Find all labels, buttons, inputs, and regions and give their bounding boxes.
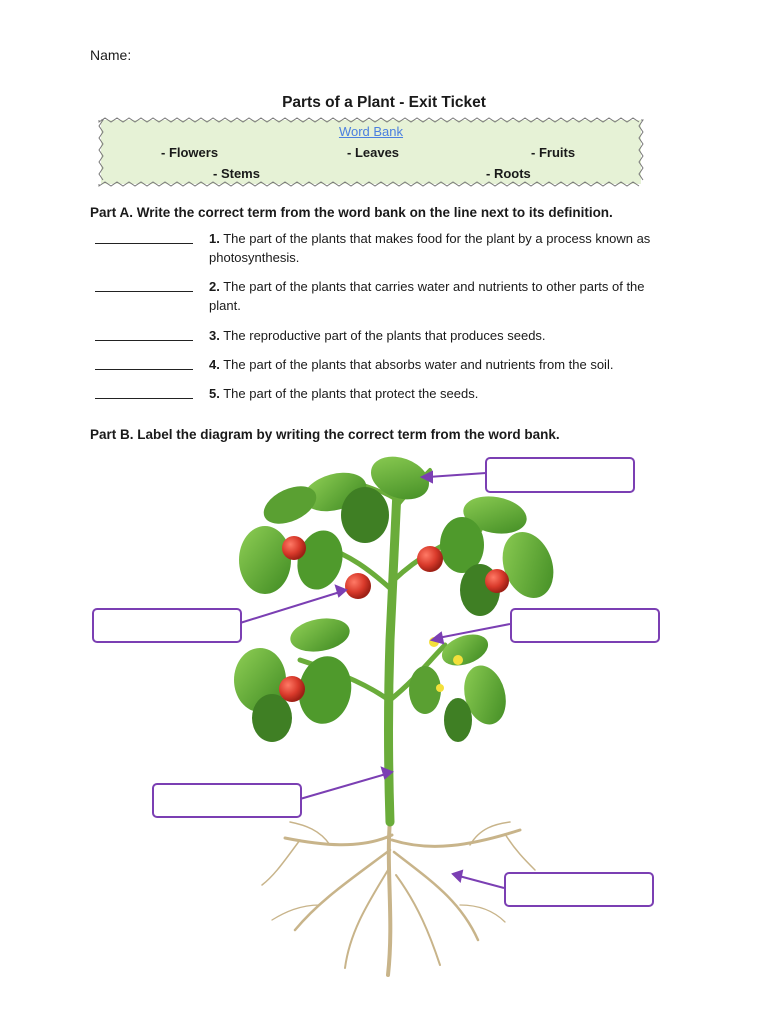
word-leaves: - Leaves: [347, 145, 400, 160]
question-3-number: 3.: [209, 328, 220, 343]
word-stems: - Stems: [213, 166, 260, 181]
plant-roots: [262, 820, 535, 975]
label-box-leaves[interactable]: [485, 457, 635, 493]
word-flowers: - Flowers: [161, 145, 219, 160]
name-label: Name:: [90, 47, 132, 63]
part-b-heading: Part B. Label the diagram by writing the correct term from the word bank.: [90, 427, 560, 442]
word-fruits: - Fruits: [531, 145, 576, 160]
question-5-text: The part of the plants that protect the seeds.: [223, 386, 479, 401]
question-1-number: 1.: [209, 231, 220, 246]
question-4-text: The part of the plants that absorbs water and nutrients from the soil.: [223, 357, 614, 372]
word-roots: - Roots: [486, 166, 531, 181]
label-box-flowers[interactable]: [510, 608, 660, 643]
label-box-stem[interactable]: [152, 783, 302, 818]
question-2-text: The part of the plants that carries water and nutrients to other parts of the plant.: [209, 279, 645, 313]
page-title: Parts of a Plant - Exit Ticket: [282, 94, 486, 111]
question-3-text: The reproductive part of the plants that produces seeds.: [223, 328, 546, 343]
question-2-number: 2.: [209, 279, 220, 294]
question-4-number: 4.: [209, 357, 220, 372]
question-1-text: The part of the plants that makes food for the plant by a process known as photosynthesis.: [209, 231, 651, 265]
part-a-heading: Part A. Write the correct term from the word bank on the line next to its definition.: [90, 205, 613, 220]
label-box-fruits[interactable]: [92, 608, 242, 643]
word-bank-title: Word Bank: [338, 124, 404, 139]
question-5-number: 5.: [209, 386, 220, 401]
label-box-roots[interactable]: [504, 872, 654, 907]
